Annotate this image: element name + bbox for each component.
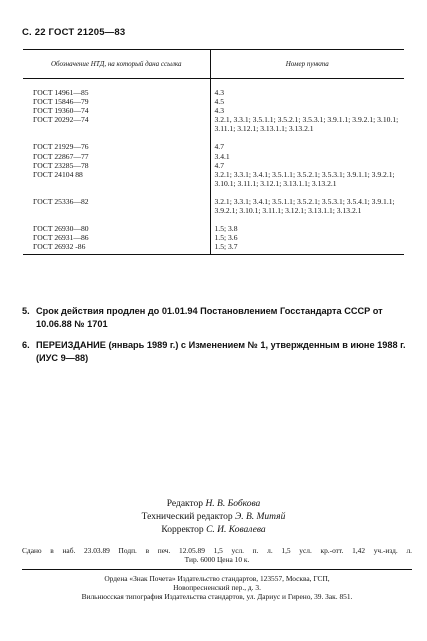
imprint-run-line: Тир. 6000 Цена 10 к.	[184, 555, 250, 564]
imprint-sign-line: Сдано в наб. 23.03.89 Подп. в печ. 12.05.89 1,5 усл. п. л. 1,5 усл. кр.-отт. 1,42 уч.-изд. л.	[22, 546, 412, 555]
document-cell: ГОСТ 26932 -86	[23, 242, 210, 255]
document-cell: ГОСТ 14961—85	[33, 88, 89, 97]
table-row	[23, 170, 404, 188]
document-cell: ГОСТ 23285—78	[33, 160, 89, 170]
column-header-document: Обозначение НТД, на который дана ссылка	[23, 50, 210, 79]
tech-editor-line	[0, 511, 427, 524]
document-cell: ГОСТ 26930—80	[33, 224, 89, 234]
imprint-block	[22, 546, 412, 601]
clause-cell: 3.4.1	[210, 152, 404, 161]
clause-cell: 4.5	[210, 97, 404, 106]
clause-cell: 1.5; 3.7	[210, 242, 404, 255]
table-row	[23, 215, 404, 233]
table-row	[23, 79, 404, 98]
clause-cell: 4.7	[210, 133, 404, 151]
clause-cell: 1.5; 3.6	[210, 233, 404, 242]
publisher-line-2: Новопресненский пер., д. 3.	[173, 583, 261, 592]
document-cell: ГОСТ 26931—86	[33, 233, 89, 243]
proofreader-name: С. И. Ковалева	[206, 525, 266, 535]
table-row	[23, 133, 404, 151]
tech-editor-label: Технический редактор	[141, 512, 233, 522]
note-text: Срок действия продлен до 01.01.94 Постановлением Госстандарта СССР от 10.06.88 № 1701	[36, 306, 383, 329]
table-row	[23, 242, 404, 255]
column-header-clause: Номер пункта	[210, 50, 404, 79]
printer-line: Вильнюсская типография Издательства стандартов, ул. Дариус и Гирено, 39. Зак. 851.	[81, 592, 353, 601]
proofreader-line	[0, 524, 427, 537]
table-row	[23, 106, 404, 115]
clause-cell: 1.5; 3.8	[210, 215, 404, 233]
imprint-divider	[22, 569, 412, 570]
document-cell: ГОСТ 20292—74	[33, 115, 89, 125]
notes-section	[22, 305, 412, 373]
page-header: С. 22 ГОСТ 21205—83	[22, 27, 126, 38]
table-row	[23, 188, 404, 215]
document-cell: ГОСТ 15846—79	[33, 97, 89, 107]
note-text: ПЕРЕИЗДАНИЕ (январь 1989 г.) с Изменением № 1, утвержденным в июне 1988 г. (ИУС 9—88)	[36, 340, 406, 363]
clause-cell: 3.2.1; 3.3.1; 3.4.1; 3.5.1.1; 3.5.2.1; 3.5.3.1; 3.9.1.1; 3.9.2.1; 3.10.1; 3.11.1; 3.12.1; 3.13.1.1; 3.13.2.1	[210, 170, 404, 188]
note-item	[22, 305, 412, 331]
note-number: 6.	[22, 340, 30, 350]
credits-block	[0, 498, 427, 537]
note-number: 5.	[22, 306, 30, 316]
proofreader-label: Корректор	[161, 525, 204, 535]
document-cell: ГОСТ 21929—76	[33, 142, 89, 152]
table-row	[23, 233, 404, 242]
document-cell: ГОСТ 19360—74	[33, 106, 89, 116]
editor-line	[0, 498, 427, 511]
editor-name: Н. В. Бобкова	[205, 499, 261, 509]
document-cell: ГОСТ 24104 88	[33, 169, 83, 179]
table-header-row	[23, 50, 404, 79]
table-row	[23, 152, 404, 161]
editor-label: Редактор	[166, 499, 204, 509]
publisher-line-1: Ордена «Знак Почета» Издательство стандартов, 123557, Москва, ГСП,	[104, 574, 330, 583]
clause-cell: 3.2.1, 3.3.1; 3.5.1.1; 3.5.2.1; 3.5.3.1; 3.9.1.1; 3.9.2.1; 3.10.1; 3.11.1; 3.12.1; 3.13.1.1; 3.13.2.1	[210, 115, 404, 133]
table-row	[23, 97, 404, 106]
tech-editor-name: Э. В. Митяй	[235, 512, 286, 522]
clause-cell: 4.3	[210, 106, 404, 115]
document-cell: ГОСТ 25336—82	[33, 196, 89, 206]
note-item	[22, 339, 412, 365]
clause-cell: 3.2.1; 3.3.1; 3.4.1; 3.5.1.1; 3.5.2.1; 3.5.3.1; 3.5.4.1; 3.9.1.1; 3.9.2.1; 3.10.1; 3.11.1; 3.12.1; 3.13.1.1; 3.13.2.1	[210, 188, 404, 215]
clause-cell: 4.3	[210, 79, 404, 98]
table-row	[23, 161, 404, 170]
clause-cell: 4.7	[210, 161, 404, 170]
table-row	[23, 115, 404, 133]
references-table	[23, 49, 404, 255]
document-cell: ГОСТ 22867—77	[33, 151, 89, 161]
